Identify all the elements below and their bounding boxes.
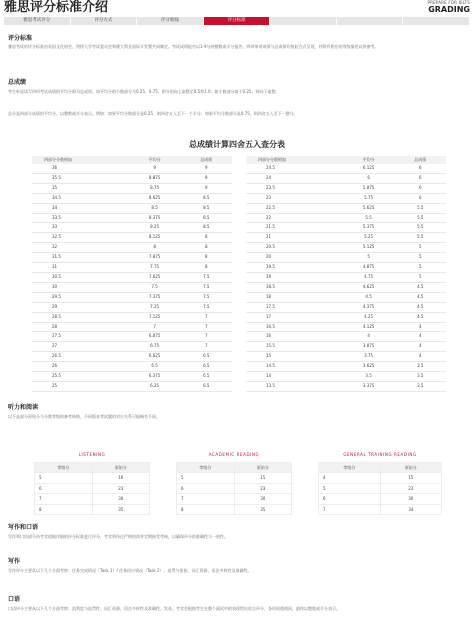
brand-logo xyxy=(428,0,470,14)
table-cell: 7 xyxy=(129,322,181,332)
table-cell: 30 xyxy=(92,494,150,505)
table-cell: 5.5 xyxy=(395,233,446,243)
table-cell: 9 xyxy=(129,164,181,173)
tab-ielts-scoring[interactable]: 雅思考试评分 xyxy=(4,17,71,25)
table-row xyxy=(177,504,292,515)
table-cell: 3.625 xyxy=(343,362,395,372)
table-cell: 23 xyxy=(380,483,442,494)
table-cell: 14.5 xyxy=(246,362,343,372)
table-cell: 20 xyxy=(246,253,343,263)
table-row xyxy=(32,352,232,362)
col-header-band: 等级分 xyxy=(319,463,381,473)
page-title: 雅思评分标准介绍 xyxy=(4,0,109,15)
table-cell: 7.25 xyxy=(129,302,181,312)
table-row xyxy=(32,272,232,282)
tab-scoring-standard[interactable]: 评分标准 xyxy=(204,17,271,25)
tab-empty-3[interactable] xyxy=(403,17,470,25)
writing-text: 写作评分主要从以下几个方面考察：任务完成情况（Task 1）/ 任务回应情况（Task 2）、连贯与衔接、词汇资源、语法多样性及准确性。 xyxy=(8,568,252,573)
table-cell: 31.5 xyxy=(32,253,129,263)
table-cell: 9 xyxy=(181,173,232,183)
table-cell: 5.875 xyxy=(343,183,395,193)
table-cell: 8.5 xyxy=(181,203,232,213)
table-cell: 29.5 xyxy=(32,292,129,302)
table-cell: 4.625 xyxy=(343,282,395,292)
table-cell: 4.5 xyxy=(395,312,446,322)
col-header-band: 等级分 xyxy=(177,463,235,473)
writing-heading: 写作 xyxy=(8,558,21,565)
table-row xyxy=(32,332,232,342)
table-cell: 35 xyxy=(32,183,129,193)
table-cell: 5.625 xyxy=(343,203,395,213)
table-row xyxy=(246,253,446,263)
table-row xyxy=(32,243,232,253)
table-cell: 8 xyxy=(181,263,232,273)
table-cell: 15 xyxy=(380,473,442,484)
table-cell: 31 xyxy=(32,263,129,273)
table-row xyxy=(32,372,232,382)
table-cell: 23 xyxy=(246,193,343,203)
table-cell: 4 xyxy=(343,332,395,342)
scoring-heading: 评分标准 xyxy=(8,35,33,42)
table-cell: 5 xyxy=(343,253,395,263)
table-row xyxy=(35,473,150,484)
table-cell: 3.5 xyxy=(395,381,446,391)
table-cell: 18.5 xyxy=(246,282,343,292)
table-cell: 32 xyxy=(32,243,129,253)
table-cell: 8 xyxy=(35,504,93,515)
table-row xyxy=(35,494,150,505)
table-cell: 23 xyxy=(92,483,150,494)
table-cell: 5.5 xyxy=(395,223,446,233)
table-cell: 4.75 xyxy=(343,272,395,282)
col-header-band: 等级分 xyxy=(35,463,93,473)
table-row xyxy=(246,223,446,233)
table-cell: 3.75 xyxy=(343,352,395,362)
table-cell: 7.125 xyxy=(129,312,181,322)
table-cell: 24 xyxy=(246,173,343,183)
speaking-text: 口语评分主要从以下几个方面考察：流利度与连贯性、词汇资源、语法多样性及准确性、发音。考官会根据考生在整个面试中的表现给出综合评分，各项权重相同，最终以整数或半分表示。 xyxy=(8,606,340,611)
table-cell: 27 xyxy=(32,342,129,352)
table-row xyxy=(32,312,232,322)
table-cell: 15 xyxy=(246,352,343,362)
table-cell: 27.5 xyxy=(32,332,129,342)
table-cell: 5 xyxy=(35,473,93,484)
tab-scoring-method[interactable]: 评分方式 xyxy=(71,17,138,25)
table-cell: 7.375 xyxy=(129,292,181,302)
table-cell: 6.25 xyxy=(129,381,181,391)
col-header-sum: 四部分分数相加 xyxy=(246,156,343,164)
table-cell: 30 xyxy=(234,494,292,505)
tab-bar xyxy=(4,17,470,25)
table-cell: 4.5 xyxy=(395,282,446,292)
academic-label: ACADEMIC READING xyxy=(208,452,260,457)
table-cell: 3.5 xyxy=(343,372,395,382)
general-label: GENERAL TRAINING READING xyxy=(343,452,417,457)
table-row xyxy=(319,473,442,484)
table-cell: 5.5 xyxy=(395,203,446,213)
col-header-sum: 四部分分数相加 xyxy=(32,156,129,164)
table-cell: 7 xyxy=(181,332,232,342)
table-row xyxy=(32,362,232,372)
listening-reading-heading: 听力和阅读 xyxy=(8,404,39,411)
writing-speaking-text: 写作和口语部分由考官依据详细的评分标准进行评分，考官须经过严格培训并定期接受考核，以确保评分的准确性与一致性。 xyxy=(8,534,228,539)
scoring-text: 雅思考试的评分标准由英国文化协会、剑桥大学考试委员会和澳大利亚国际开发署共同制定。考试成绩报告以1-9分的整数或半分报告，四项单项成绩与总成绩均按此方式呈现，并附有相应的等级描述以供参考。 xyxy=(8,44,379,49)
col-header-overall: 总成绩 xyxy=(395,156,446,164)
table-row xyxy=(246,263,446,273)
general-table xyxy=(318,462,442,515)
table-cell: 8.5 xyxy=(181,193,232,203)
table-cell: 16 xyxy=(92,473,150,484)
table-cell: 4.875 xyxy=(343,263,395,273)
brand-line2: GRADING xyxy=(428,5,470,14)
table-cell: 6.875 xyxy=(129,332,181,342)
table-cell: 35.5 xyxy=(32,173,129,183)
table-cell: 19 xyxy=(246,272,343,282)
col-header-overall: 总成绩 xyxy=(181,156,232,164)
table-row xyxy=(246,173,446,183)
listening-reading-text: 以下是部分原始分与分数等级的参考转换，不同版本考试题的对应关系可能略有不同。 xyxy=(8,414,160,419)
table-row xyxy=(246,362,446,372)
table-cell: 8.5 xyxy=(181,223,232,233)
table-cell: 6.375 xyxy=(129,372,181,382)
table-cell: 3.875 xyxy=(343,342,395,352)
listening-label: LISTENING xyxy=(78,452,106,457)
table-cell: 6.5 xyxy=(181,362,232,372)
table-cell: 4.5 xyxy=(395,302,446,312)
table-cell: 4.25 xyxy=(343,312,395,322)
table-cell: 7.875 xyxy=(129,253,181,263)
table-cell: 7.5 xyxy=(181,292,232,302)
table-cell: 22 xyxy=(246,213,343,223)
table-row xyxy=(246,183,446,193)
table-cell: 30.5 xyxy=(32,272,129,282)
table-cell: 4.375 xyxy=(343,302,395,312)
table-cell: 6 xyxy=(319,494,381,505)
table-row xyxy=(246,342,446,352)
table-row xyxy=(32,223,232,233)
table-row xyxy=(32,213,232,223)
table-title: 总成绩计算四舍五入查分表 xyxy=(189,140,285,149)
table-cell: 5.5 xyxy=(395,213,446,223)
table-cell: 8.125 xyxy=(129,233,181,243)
table-cell: 7 xyxy=(181,312,232,322)
overall-heading: 总成绩 xyxy=(8,79,27,86)
table-cell: 8 xyxy=(177,504,235,515)
table-cell: 6.5 xyxy=(181,381,232,391)
table-cell: 8 xyxy=(181,253,232,263)
table-cell: 7.5 xyxy=(181,282,232,292)
table-row xyxy=(32,253,232,263)
table-cell: 9 xyxy=(181,183,232,193)
table-cell: 26.5 xyxy=(32,352,129,362)
table-cell: 4 xyxy=(395,352,446,362)
table-cell: 6 xyxy=(395,173,446,183)
table-cell: 6.75 xyxy=(129,342,181,352)
table-cell: 15 xyxy=(234,473,292,484)
speaking-heading: 口语 xyxy=(8,596,21,603)
table-cell: 6.625 xyxy=(129,352,181,362)
table-row xyxy=(32,164,232,173)
table-row xyxy=(32,183,232,193)
table-cell: 6.5 xyxy=(181,352,232,362)
tab-empty-1[interactable] xyxy=(270,17,337,25)
table-cell: 3.5 xyxy=(395,372,446,382)
table-row xyxy=(246,213,446,223)
table-cell: 7.5 xyxy=(181,272,232,282)
table-cell: 4 xyxy=(395,342,446,352)
table-cell: 17 xyxy=(246,312,343,322)
table-row xyxy=(246,372,446,382)
table-cell: 33 xyxy=(32,223,129,233)
table-cell: 7.75 xyxy=(129,263,181,273)
table-row xyxy=(246,381,446,391)
table-cell: 8.25 xyxy=(129,223,181,233)
table-cell: 28.5 xyxy=(32,312,129,322)
table-cell: 16 xyxy=(246,332,343,342)
table-cell: 24.5 xyxy=(246,164,343,173)
table-row xyxy=(32,173,232,183)
table-cell: 6 xyxy=(35,483,93,494)
table-cell: 6.5 xyxy=(181,372,232,382)
table-row xyxy=(32,342,232,352)
table-cell: 5 xyxy=(395,263,446,273)
table-cell: 6 xyxy=(395,183,446,193)
table-row xyxy=(32,193,232,203)
table-row xyxy=(32,292,232,302)
table-row xyxy=(177,494,292,505)
table-cell: 20.5 xyxy=(246,243,343,253)
table-cell: 14 xyxy=(246,372,343,382)
table-cell: 5 xyxy=(395,253,446,263)
table-cell: 6 xyxy=(343,173,395,183)
table-cell: 7 xyxy=(181,322,232,332)
table-row xyxy=(246,164,446,173)
table-row xyxy=(32,263,232,273)
table-cell: 22.5 xyxy=(246,203,343,213)
table-cell: 5 xyxy=(395,243,446,253)
table-cell: 4.5 xyxy=(343,292,395,302)
table-row xyxy=(246,292,446,302)
tab-scoring-route[interactable]: 评分航线 xyxy=(137,17,204,25)
table-row xyxy=(246,193,446,203)
table-cell: 25.5 xyxy=(32,372,129,382)
overall-text-2: 总分是四部分成绩的平均分，以整数或半分表示。例如：如果平均分数部分是0.25，则四舍五入至下一个半分；如果平均分数部分是0.75，则四舍五入至下一整分。 xyxy=(8,111,298,116)
listening-table xyxy=(34,462,150,515)
table-cell: 8 xyxy=(181,233,232,243)
table-row xyxy=(32,381,232,391)
table-row xyxy=(32,302,232,312)
table-cell: 8 xyxy=(181,243,232,253)
tab-empty-2[interactable] xyxy=(337,17,404,25)
col-header-avg: 平均分 xyxy=(129,156,181,164)
table-cell: 33.5 xyxy=(32,213,129,223)
table-row xyxy=(32,322,232,332)
table-row xyxy=(246,322,446,332)
table-cell: 9 xyxy=(181,164,232,173)
table-cell: 8.5 xyxy=(181,213,232,223)
table-cell: 5.375 xyxy=(343,223,395,233)
col-header-raw: 原始分 xyxy=(380,463,442,473)
table-row xyxy=(246,282,446,292)
table-cell: 6 xyxy=(395,164,446,173)
table-row xyxy=(319,483,442,494)
table-row xyxy=(32,233,232,243)
table-cell: 3.5 xyxy=(395,362,446,372)
table-cell: 5.75 xyxy=(343,193,395,203)
table-cell: 5.25 xyxy=(343,233,395,243)
table-cell: 34.5 xyxy=(32,193,129,203)
table-cell: 8 xyxy=(129,243,181,253)
table-cell: 28 xyxy=(32,322,129,332)
table-cell: 5 xyxy=(395,272,446,282)
table-cell: 4 xyxy=(319,473,381,484)
table-cell: 4.125 xyxy=(343,322,395,332)
table-cell: 18 xyxy=(246,292,343,302)
table-cell: 35 xyxy=(92,504,150,515)
table-cell: 13.5 xyxy=(246,381,343,391)
table-cell: 5 xyxy=(319,483,381,494)
overall-table-left xyxy=(32,156,232,392)
table-row xyxy=(32,282,232,292)
writing-speaking-heading: 写作和口语 xyxy=(8,524,39,531)
table-cell: 29 xyxy=(32,302,129,312)
col-header-avg: 平均分 xyxy=(343,156,395,164)
table-cell: 17.5 xyxy=(246,302,343,312)
table-cell: 7 xyxy=(177,494,235,505)
table-cell: 6 xyxy=(395,193,446,203)
table-row xyxy=(246,352,446,362)
table-cell: 5.5 xyxy=(343,213,395,223)
table-cell: 7 xyxy=(181,342,232,352)
table-row xyxy=(177,473,292,484)
table-row xyxy=(246,203,446,213)
table-row xyxy=(177,483,292,494)
table-cell: 7.625 xyxy=(129,272,181,282)
table-cell: 16.5 xyxy=(246,322,343,332)
table-row xyxy=(35,483,150,494)
table-cell: 36 xyxy=(32,164,129,173)
col-header-raw: 原始分 xyxy=(234,463,292,473)
table-cell: 6.5 xyxy=(129,362,181,372)
table-cell: 7 xyxy=(319,504,381,515)
table-cell: 15.5 xyxy=(246,342,343,352)
table-cell: 35 xyxy=(234,504,292,515)
page-header xyxy=(0,0,474,16)
table-cell: 23 xyxy=(234,483,292,494)
brand-line1: PREPARE FOR IELTS xyxy=(427,0,470,5)
table-cell: 21 xyxy=(246,233,343,243)
table-cell: 5 xyxy=(177,473,235,484)
table-row xyxy=(246,243,446,253)
table-cell: 7 xyxy=(35,494,93,505)
table-cell: 6.125 xyxy=(343,164,395,173)
table-cell: 7.5 xyxy=(129,282,181,292)
col-header-raw: 原始分 xyxy=(92,463,150,473)
table-cell: 30 xyxy=(32,282,129,292)
table-cell: 34 xyxy=(380,504,442,515)
table-cell: 21.5 xyxy=(246,223,343,233)
table-row xyxy=(35,504,150,515)
table-cell: 8.375 xyxy=(129,213,181,223)
table-cell: 23.5 xyxy=(246,183,343,193)
table-cell: 6 xyxy=(177,483,235,494)
table-row xyxy=(319,504,442,515)
table-row xyxy=(246,233,446,243)
academic-table xyxy=(176,462,292,515)
overall-text-1: 考生听说读写四项考试成绩的平均分即为总成绩。如平均分的小数部分为0.25、0.75，则分别向上取整至0.5和1.0；如小数部分低于0.25，则向下取整。 xyxy=(8,89,280,94)
table-row xyxy=(246,312,446,322)
table-row xyxy=(319,494,442,505)
table-cell: 8.75 xyxy=(129,183,181,193)
table-row xyxy=(32,203,232,213)
table-row xyxy=(246,272,446,282)
table-cell: 5.125 xyxy=(343,243,395,253)
table-cell: 4.5 xyxy=(395,292,446,302)
table-cell: 3.375 xyxy=(343,381,395,391)
table-cell: 8.875 xyxy=(129,173,181,183)
table-row xyxy=(246,332,446,342)
table-cell: 4 xyxy=(395,332,446,342)
table-cell: 7.5 xyxy=(181,302,232,312)
table-cell: 8.5 xyxy=(129,203,181,213)
table-cell: 30 xyxy=(380,494,442,505)
table-cell: 4 xyxy=(395,322,446,332)
table-cell: 32.5 xyxy=(32,233,129,243)
table-cell: 34 xyxy=(32,203,129,213)
table-cell: 25 xyxy=(32,381,129,391)
table-cell: 26 xyxy=(32,362,129,372)
table-row xyxy=(246,302,446,312)
overall-table-right xyxy=(246,156,446,392)
table-cell: 8.625 xyxy=(129,193,181,203)
table-cell: 19.5 xyxy=(246,263,343,273)
